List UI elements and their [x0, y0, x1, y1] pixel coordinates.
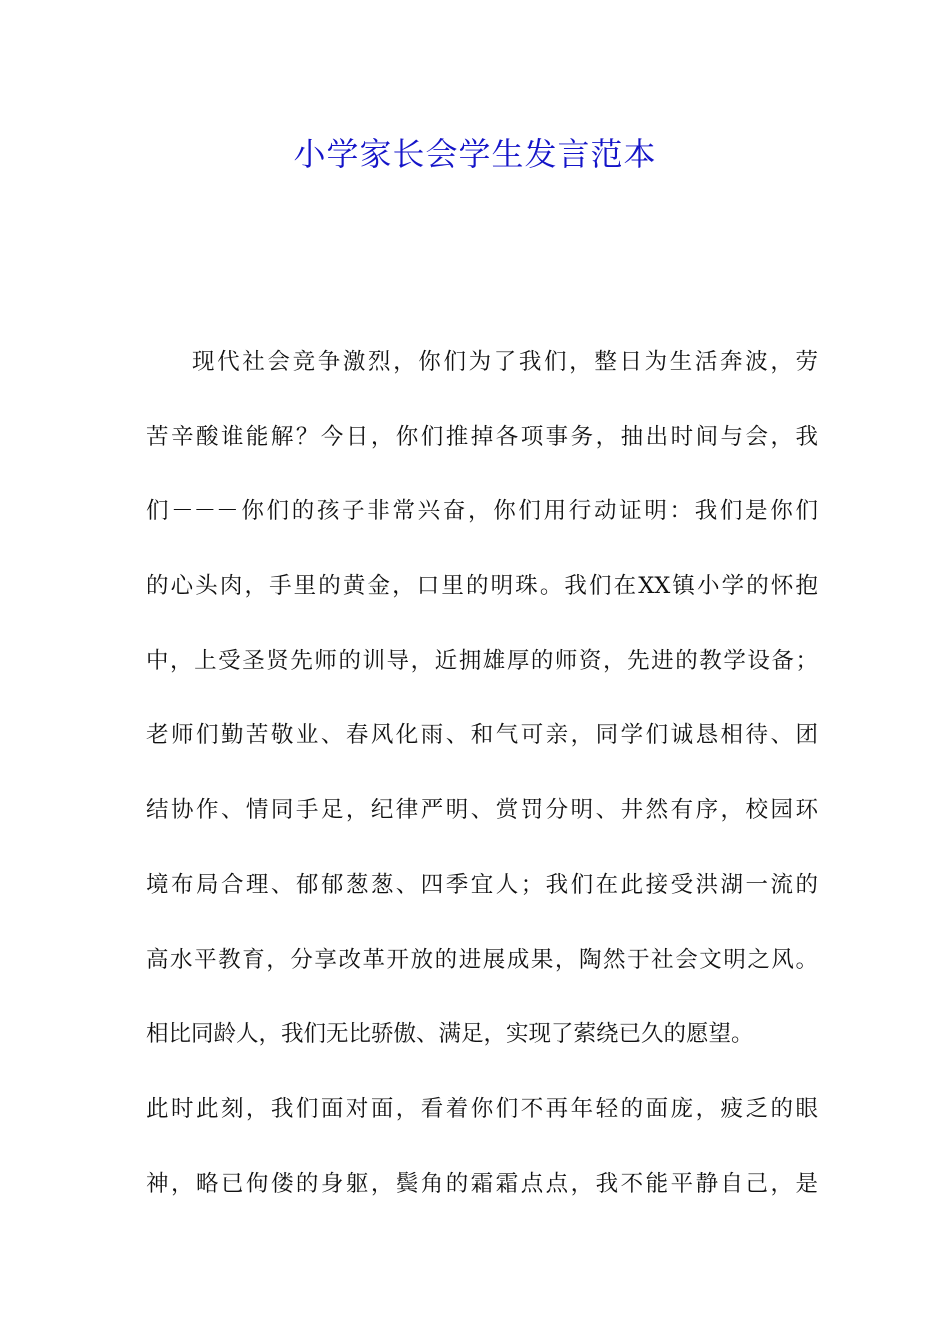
- body-line: 老师们勤苦敬业、春风化雨、和气可亲，同学们诚恳相待、团: [146, 722, 818, 749]
- body-line: 相比同龄人，我们无比骄傲、满足，实现了萦绕已久的愿望。: [146, 1021, 754, 1048]
- body-line: 结协作、情同手足，纪律严明、赏罚分明、井然有序，校园环: [146, 797, 818, 824]
- body-line: 神，略已佝偻的身躯，鬓角的霜霜点点，我不能平静自己，是: [146, 1170, 818, 1197]
- body-line: 现代社会竞争激烈，你们为了我们，整日为生活奔波，劳: [192, 349, 818, 375]
- document-title: 小学家长会学生发言范本: [293, 135, 657, 173]
- body-line: 苦辛酸谁能解？今日，你们推掉各项事务，抽出时间与会，我: [146, 423, 818, 450]
- document-body: [146, 338, 818, 1234]
- body-line: 中，上受圣贤先师的训导，近拥雄厚的师资，先进的教学设备；: [146, 647, 818, 674]
- body-line: 的心头肉，手里的黄金，口里的明珠。我们在XX镇小学的怀抱: [146, 573, 818, 600]
- body-line: 此时此刻，我们面对面，看着你们不再年轻的面庞，疲乏的眼: [146, 1095, 818, 1122]
- body-line: 们－－－你们的孩子非常兴奋，你们用行动证明：我们是你们: [146, 498, 818, 525]
- body-line: 境布局合理、郁郁葱葱、四季宜人；我们在此接受洪湖一流的: [146, 871, 818, 898]
- body-line: 高水平教育，分享改革开放的进展成果，陶然于社会文明之风。: [146, 946, 818, 973]
